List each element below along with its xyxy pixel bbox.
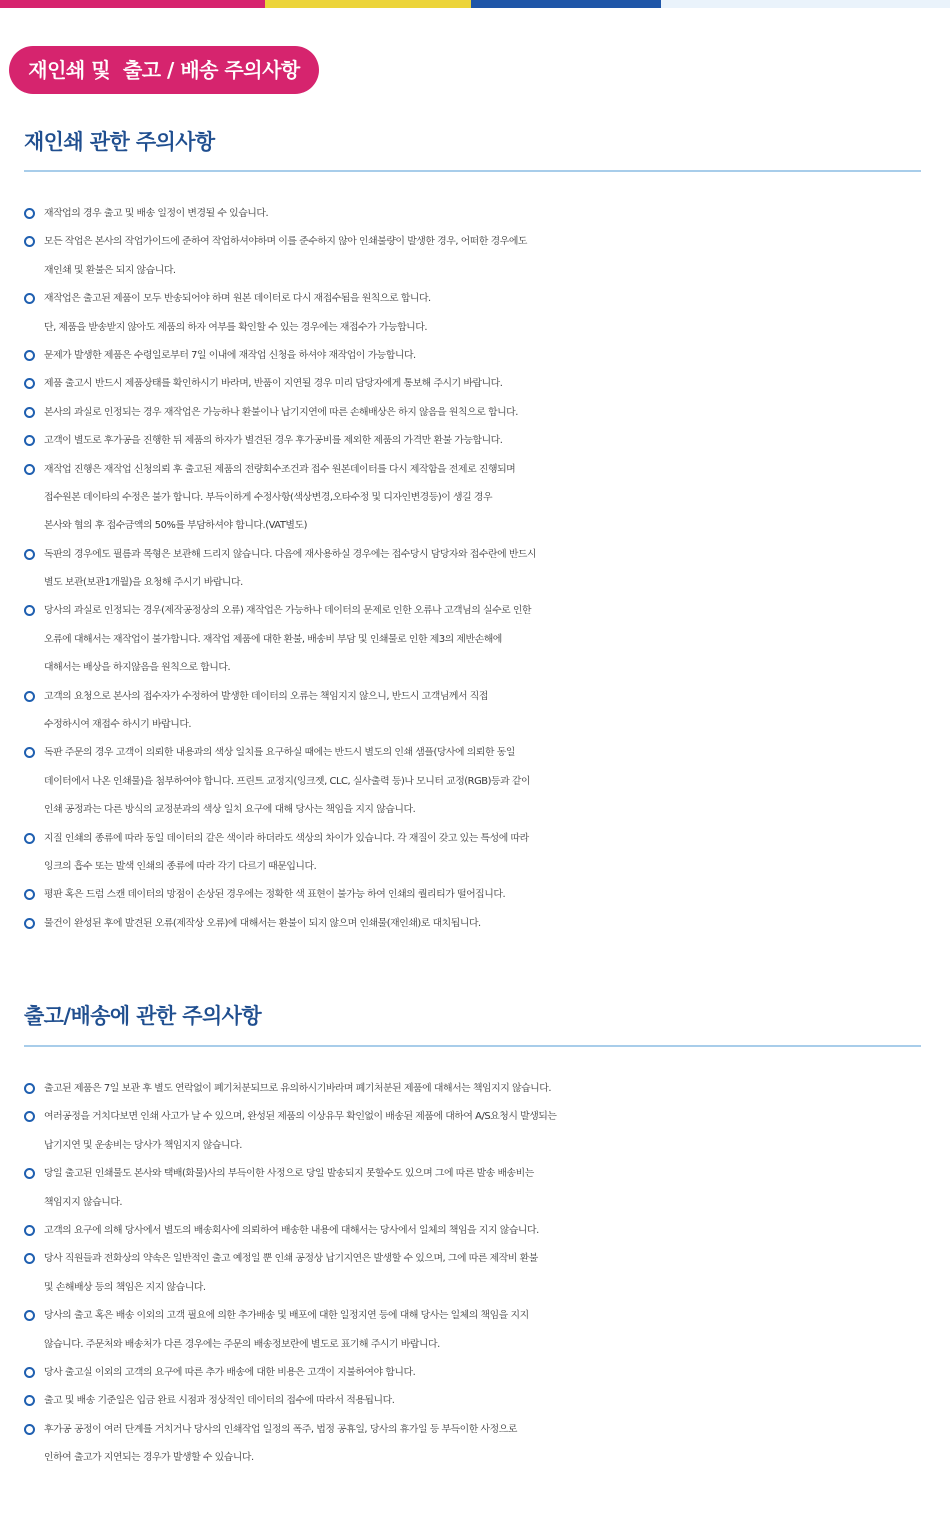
notice-item — [0, 739, 950, 824]
color-bar-yellow — [265, 0, 471, 8]
shipping-notice-list — [0, 1075, 950, 1472]
circle-bullet-icon — [24, 833, 35, 844]
notice-item — [0, 427, 950, 455]
notice-text-line: 독판의 경우에도 필름과 목형은 보관해 드리지 않습니다. 다음에 재사용하실 경우에는 접수당시 담당자와 접수란에 반드시 — [44, 548, 537, 560]
circle-bullet-icon — [24, 378, 35, 389]
notice-text-line: 본사의 과실로 인정되는 경우 재작업은 가능하나 환불이나 납기지연에 따른 손해배상은 하지 않음을 원칙으로 합니다. — [44, 406, 518, 418]
notice-text-line: 인하여 출고가 지연되는 경우가 발생할 수 있습니다. — [44, 1452, 254, 1464]
shipping-section-divider — [24, 1045, 921, 1047]
notice-item — [0, 1416, 950, 1473]
notice-item — [0, 1245, 950, 1302]
notice-item — [0, 1217, 950, 1245]
circle-bullet-icon — [24, 293, 35, 304]
notice-text-line: 단, 제품을 받송받지 않아도 제품의 하자 여부를 확인할 수 있는 경우에는 재접수가 가능합니다. — [44, 321, 428, 333]
shipping-section-title: 출고/배송에 관한 주의사항 — [24, 1004, 262, 1028]
notice-text-line: 대해서는 배상을 하지않음을 원칙으로 합니다. — [44, 662, 231, 674]
notice-text-line: 오류에 대해서는 재작업이 불가합니다. 재작업 제품에 대한 환불, 배송비 부담 및 인쇄물로 인한 제3의 제반손해에 — [44, 633, 502, 645]
notice-item — [0, 1302, 950, 1359]
notice-item — [0, 910, 950, 938]
reprint-section-divider — [24, 170, 921, 172]
notice-text-line: 재작업은 출고된 제품이 모두 반송되어야 하며 원본 데이터로 다시 재접수됨을 원칙으로 합니다. — [44, 293, 431, 305]
notice-text-line: 지질 인쇄의 종류에 따라 동일 데이터의 같은 색이라 하더라도 색상의 차이가 있습니다. 각 재질이 갖고 있는 특성에 따라 — [44, 832, 529, 844]
notice-item — [0, 881, 950, 909]
notice-text-line: 고객의 요구에 의해 당사에서 별도의 배송회사에 의뢰하여 배송한 내용에 대해서는 당사에서 일체의 책임을 지지 않습니다. — [44, 1224, 539, 1236]
notice-item — [0, 228, 950, 285]
notice-item — [0, 541, 950, 598]
notice-item — [0, 1103, 950, 1160]
notice-item — [0, 285, 950, 342]
notice-item — [0, 1160, 950, 1217]
notice-item — [0, 825, 950, 882]
notice-item — [0, 370, 950, 398]
notice-text-line: 데이터에서 나온 인쇄물)을 첨부하여야 합니다. 프린트 교정지(잉크젯, CLC, 실사출력 등)나 모니터 교정(RGB)등과 같이 — [44, 775, 531, 787]
circle-bullet-icon — [24, 208, 35, 219]
notice-item — [0, 1075, 950, 1103]
circle-bullet-icon — [24, 918, 35, 929]
circle-bullet-icon — [24, 1424, 35, 1435]
notice-item — [0, 456, 950, 541]
circle-bullet-icon — [24, 549, 35, 560]
notice-item — [0, 597, 950, 682]
circle-bullet-icon — [24, 1310, 35, 1321]
notice-text-line: 당사 출고실 이외의 고객의 요구에 따른 추가 배송에 대한 비용은 고객이 지불하여야 합니다. — [44, 1366, 416, 1378]
circle-bullet-icon — [24, 1083, 35, 1094]
circle-bullet-icon — [24, 1111, 35, 1122]
notice-item — [0, 1359, 950, 1387]
notice-text-line: 책임지지 않습니다. — [44, 1196, 123, 1208]
notice-item — [0, 399, 950, 427]
notice-text-line: 독판 주문의 경우 고객이 의뢰한 내용과의 색상 일치를 요구하실 때에는 반드시 별도의 인쇄 샘플(당사에 의뢰한 동일 — [44, 747, 515, 759]
notice-text-line: 잉크의 흡수 또는 발색 인쇄의 종류에 따라 각기 다르기 때문입니다. — [44, 860, 317, 872]
notice-text-line: 재작업의 경우 출고 및 배송 일정이 변경될 수 있습니다. — [44, 208, 269, 219]
notice-item — [0, 342, 950, 370]
notice-text-line: 후가공 공정이 여러 단계를 거치거나 당사의 인쇄작업 일정의 폭주, 법정 공휴일, 당사의 휴가일 등 부득이한 사정으로 — [44, 1423, 517, 1435]
notice-text-line: 별도 보관(보관1개월)을 요청해 주시기 바랍니다. — [44, 577, 243, 589]
notice-text-line: 여러공정을 거치다보면 인쇄 사고가 날 수 있으며, 완성된 제품의 이상유무 확인없이 배송된 제품에 대하여 A/S요청시 발생되는 — [44, 1111, 557, 1123]
notice-text-line: 인쇄 공정과는 다른 방식의 교정분과의 색상 일치 요구에 대해 당사는 책임을 지지 않습니다. — [44, 804, 416, 816]
notice-text-line: 물건이 완성된 후에 발견된 오류(제작상 오류)에 대해서는 환불이 되지 않으며 인쇄물(재인쇄)로 대치됩니다. — [44, 917, 481, 929]
color-bar-pink — [0, 0, 265, 8]
notice-text-line: 당사의 출고 혹은 배송 이외의 고객 필요에 의한 추가배송 및 배포에 대한 일정지연 등에 대해 당사는 일체의 책임을 지지 — [44, 1310, 529, 1322]
notice-text-line: 접수원본 데이타의 수정은 불가 합니다. 부득이하게 수정사항(색상변경,오타수정 및 디자인변경등)이 생길 경우 — [44, 491, 493, 503]
circle-bullet-icon — [24, 747, 35, 758]
circle-bullet-icon — [24, 1395, 35, 1406]
circle-bullet-icon — [24, 691, 35, 702]
circle-bullet-icon — [24, 1168, 35, 1179]
notice-text-line: 제품 출고시 반드시 제품상태를 확인하시기 바라며, 반품이 지연될 경우 미리 담당자에게 통보해 주시기 바랍니다. — [44, 378, 503, 390]
color-bar-light-blue — [661, 0, 950, 8]
notice-text-line: 출고 및 배송 기준일은 입금 완료 시점과 정상적인 데이터의 접수에 따라서 적용됩니다. — [44, 1395, 395, 1407]
notice-text-line: 수정하시여 재접수 하시기 바랍니다. — [44, 719, 192, 731]
notice-text-line: 재작업 진행은 재작업 신청의뢰 후 출고된 제품의 전량회수조건과 접수 원본데이터를 다시 제작함을 전제로 진행되며 — [44, 463, 516, 475]
circle-bullet-icon — [24, 889, 35, 900]
notice-text-line: 재인쇄 및 환불은 되지 않습니다. — [44, 264, 176, 276]
notice-item — [0, 1387, 950, 1415]
notice-text-line: 출고된 제품은 7일 보관 후 별도 연락없이 폐기처분되므로 유의하시기바라며 폐기처분된 제품에 대해서는 책임지지 않습니다. — [44, 1083, 552, 1094]
top-color-bar — [0, 0, 950, 8]
circle-bullet-icon — [24, 236, 35, 247]
page-title-badge: 재인쇄 및 출고 / 배송 주의사항 — [9, 46, 319, 94]
circle-bullet-icon — [24, 605, 35, 616]
notice-text-line: 및 손해배상 등의 책임은 지지 않습니다. — [44, 1281, 206, 1293]
notice-item — [0, 683, 950, 740]
notice-item — [0, 200, 950, 228]
circle-bullet-icon — [24, 464, 35, 475]
notice-text-line: 않습니다. 주문처와 배송처가 다른 경우에는 주문의 배송정보란에 별도로 표기해 주시기 바랍니다. — [44, 1338, 440, 1350]
notice-text-line: 당사 직원들과 전화상의 약속은 일반적인 출고 예정일 뿐 인쇄 공정상 납기지연은 발생할 수 있으며, 그에 따른 제작비 환불 — [44, 1253, 538, 1265]
reprint-section-title: 재인쇄 관한 주의사항 — [24, 130, 215, 154]
notice-text-line: 본사와 협의 후 접수금액의 50%를 부담하셔야 합니다.(VAT별도) — [44, 520, 307, 532]
circle-bullet-icon — [24, 1253, 35, 1264]
reprint-notice-list — [0, 200, 950, 938]
circle-bullet-icon — [24, 1225, 35, 1236]
notice-text-line: 고객의 요청으로 본사의 접수자가 수정하여 발생한 데이터의 오류는 책임지지 않으니, 반드시 고객님께서 직접 — [44, 690, 488, 702]
circle-bullet-icon — [24, 1367, 35, 1378]
notice-text-line: 평판 혹은 드럼 스캔 데이터의 망점이 손상된 경우에는 정확한 색 표현이 불가능 하여 인쇄의 퀄리티가 떨어집니다. — [44, 889, 506, 901]
notice-text-line: 모든 작업은 본사의 작업가이드에 준하여 작업하셔야하며 이를 준수하지 않아 인쇄불량이 발생한 경우, 어떠한 경우에도 — [44, 236, 528, 248]
circle-bullet-icon — [24, 435, 35, 446]
color-bar-blue — [471, 0, 661, 8]
circle-bullet-icon — [24, 407, 35, 418]
notice-text-line: 고객이 별도로 후가공을 진행한 뒤 제품의 하자가 별견된 경우 후가공비를 제외한 제품의 가격만 환불 가능합니다. — [44, 435, 503, 447]
notice-text-line: 당사의 과실로 인정되는 경우(제작공정상의 오류) 재작업은 가능하나 데이터의 문제로 인한 오류나 고객님의 실수로 인한 — [44, 605, 532, 617]
notice-text-line: 문제가 발생한 제품은 수령일로부터 7일 이내에 재작업 신청을 하셔야 재작업이 가능합니다. — [44, 349, 416, 361]
notice-text-line: 납기지연 및 운송비는 당사가 책임지지 않습니다. — [44, 1139, 242, 1151]
notice-text-line: 당일 출고된 인쇄물도 본사와 택배(화물)사의 부득이한 사정으로 당일 발송되지 못할수도 있으며 그에 따른 발송 배송비는 — [44, 1168, 534, 1180]
circle-bullet-icon — [24, 350, 35, 361]
